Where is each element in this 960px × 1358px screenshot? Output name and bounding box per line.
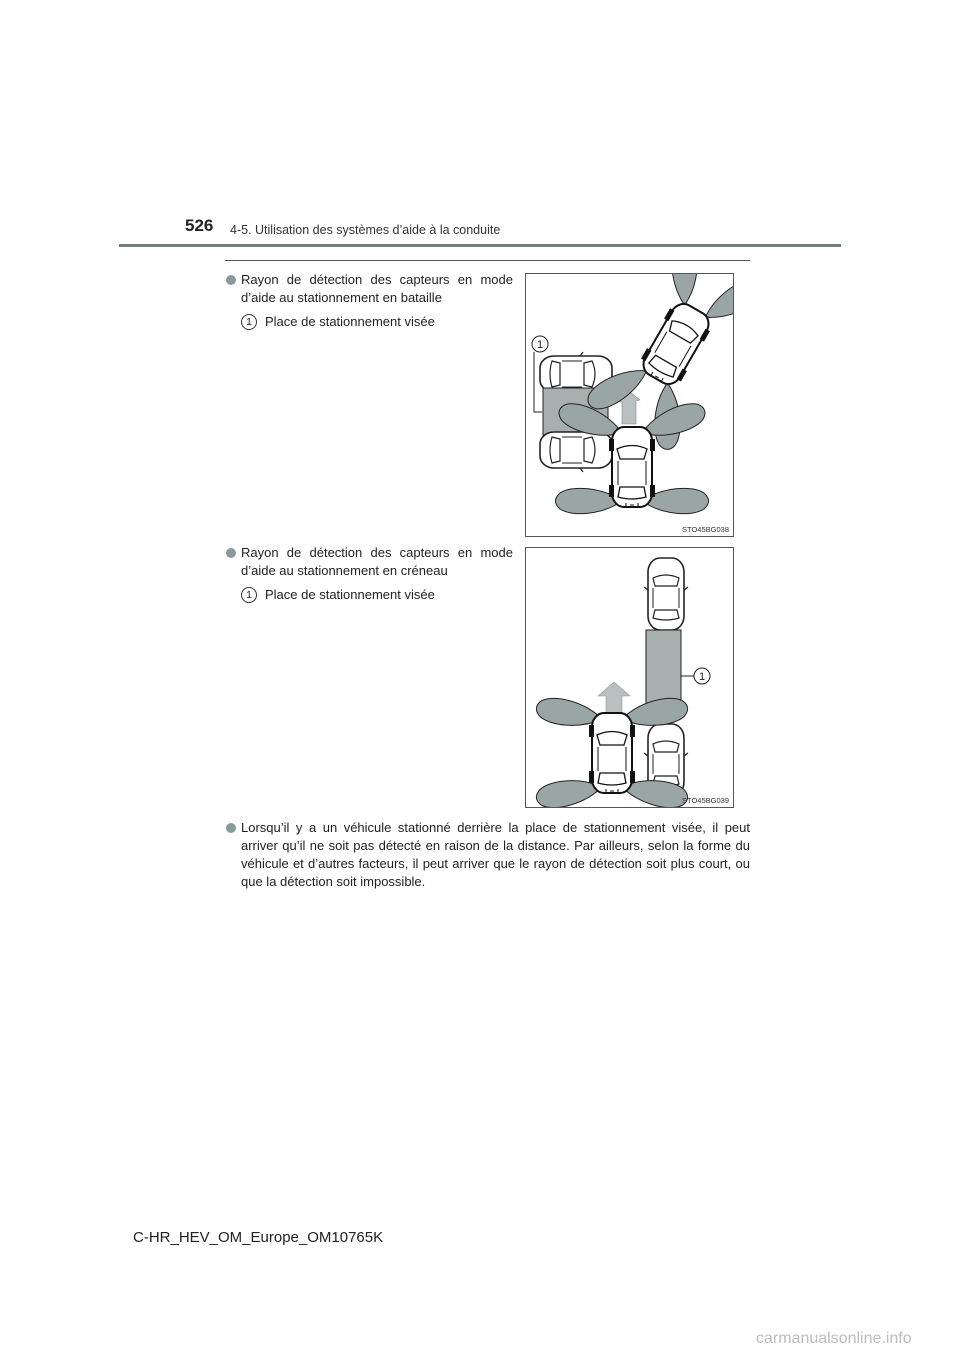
callout [226, 586, 513, 604]
note-paragraph [226, 819, 750, 891]
callout [226, 313, 513, 331]
parked-car-front [644, 558, 688, 630]
diagram-perpendicular [526, 274, 733, 536]
figure-perpendicular-parking [525, 273, 734, 537]
bullet-text: Rayon de détection des capteurs en mode d’aide au stationnement en bataille [241, 272, 513, 305]
figure-callout-number: 1 [698, 671, 706, 683]
callout-number: 1 [241, 314, 257, 330]
section-title: 4-5. Utilisation des systèmes d’aide à la conduite [230, 223, 501, 237]
section-parallel [226, 544, 513, 604]
callout-number: 1 [241, 587, 257, 603]
callout-text: Place de stationnement visée [265, 314, 435, 329]
bullet-text: Rayon de détection des capteurs en mode d’aide au stationnement en créneau [241, 545, 513, 578]
bullet-icon [226, 275, 236, 285]
bullet-icon [226, 548, 236, 558]
diagram-parallel [526, 548, 733, 807]
document-code: C-HR_HEV_OM_Europe_OM10765K [133, 1229, 384, 1246]
maneuver-arrow [598, 682, 630, 714]
section-perpendicular [226, 271, 513, 331]
watermark: carmanualsonline.info [756, 1330, 912, 1347]
callout-text: Place de stationnement visée [265, 587, 435, 602]
figure-code: STO45BG039 [682, 796, 729, 805]
bullet-icon [226, 823, 236, 833]
figure-callout-number: 1 [536, 339, 544, 351]
figure-code: STO45BG038 [682, 525, 729, 534]
figure-parallel-parking [525, 547, 734, 808]
note-text: Lorsqu’il y a un véhicule stationné derrière la place de stationnement visée, il peut arriver qu’il ne soit pas détecté en raison de la distance. Par ailleurs, selon la forme du véhicule et d’autres facteurs, il peut arriver que le rayon de détection soit plus court, ou que la détection soit impossible. [241, 820, 750, 889]
header-rule [119, 244, 841, 247]
content-rule [225, 260, 750, 261]
page-number: 526 [185, 216, 214, 235]
